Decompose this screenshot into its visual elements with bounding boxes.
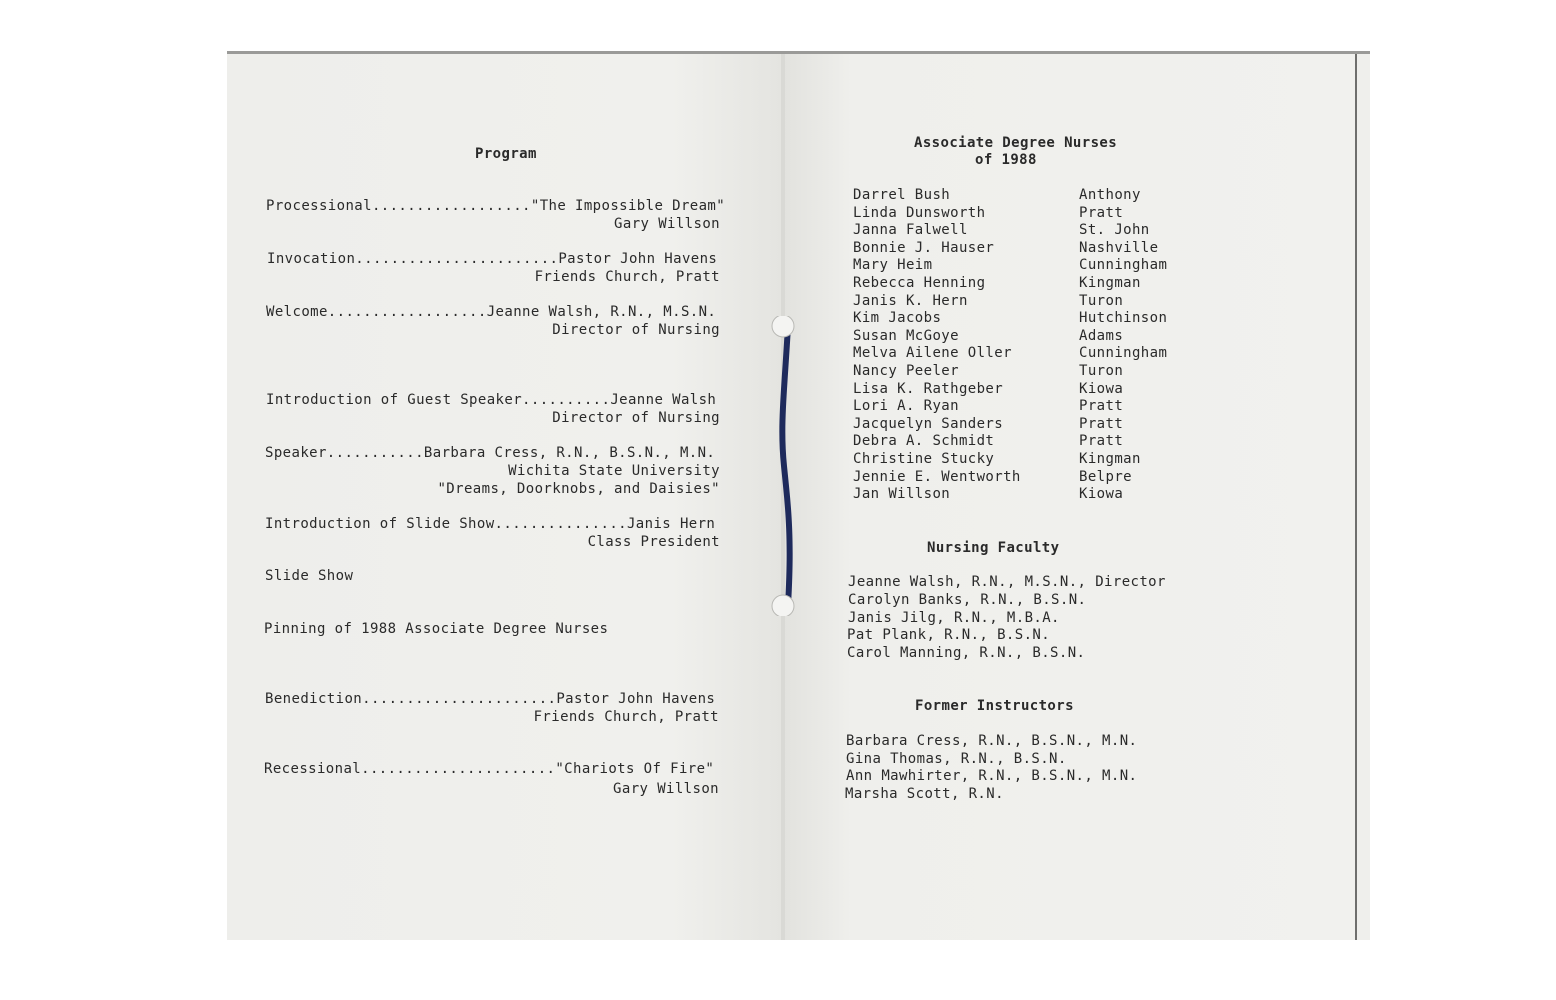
graduate-name: Lori A. Ryan xyxy=(853,398,959,415)
program-item-welcome: Welcome..................Jeanne Walsh, R.N., M.S.N. xyxy=(266,304,717,320)
former-instructors-title: Former Instructors xyxy=(915,698,1074,714)
graduate-town: Belpre xyxy=(1079,468,1132,485)
graduate-name: Susan McGoye xyxy=(853,327,959,344)
faculty-member: Carol Manning, R.N., B.S.N. xyxy=(847,645,1086,661)
graduate-town: Kingman xyxy=(1079,274,1141,291)
faculty-member: Pat Plank, R.N., B.S.N. xyxy=(847,627,1051,643)
graduate-town: Pratt xyxy=(1079,398,1124,415)
graduate-town: Hutchinson xyxy=(1079,310,1168,327)
faculty-member: Jeanne Walsh, R.N., M.S.N., Director xyxy=(848,574,1166,590)
program-item-intro-slideshow-detail: Class President xyxy=(587,534,720,550)
graduate-name: Jennie E. Wentworth xyxy=(853,468,1021,485)
graduate-name: Debra A. Schmidt xyxy=(853,433,995,450)
program-title: Program xyxy=(475,146,537,162)
graduate-town: Nashville xyxy=(1079,239,1159,256)
former-instructor: Gina Thomas, R.N., B.S.N. xyxy=(846,751,1067,767)
graduate-town: Turon xyxy=(1079,362,1124,379)
program-booklet xyxy=(227,51,1370,940)
program-item-welcome-detail: Director of Nursing xyxy=(552,322,720,338)
program-item-intro-slideshow: Introduction of Slide Show...............Janis Hern xyxy=(265,516,716,532)
former-instructor: Barbara Cress, R.N., B.S.N., M.N. xyxy=(846,733,1138,749)
program-item-intro-speaker: Introduction of Guest Speaker..........Jeanne Walsh xyxy=(266,392,717,408)
program-item-speaker-affiliation: Wichita State University xyxy=(508,463,720,479)
faculty-member: Carolyn Banks, R.N., B.S.N. xyxy=(848,592,1087,608)
graduate-name: Melva Ailene Oller xyxy=(853,345,1012,362)
graduate-town: St. John xyxy=(1079,222,1150,239)
graduate-town: Kingman xyxy=(1079,450,1141,467)
graduate-name: Jacquelyn Sanders xyxy=(853,415,1004,432)
program-item-slideshow: Slide Show xyxy=(265,568,354,584)
graduate-name: Janna Falwell xyxy=(853,222,968,239)
former-instructor: Ann Mawhirter, R.N., B.S.N., M.N. xyxy=(846,768,1138,784)
roster-page xyxy=(783,54,1357,940)
program-item-benediction: Benediction......................Pastor John Havens xyxy=(265,691,716,707)
faculty-title: Nursing Faculty xyxy=(927,540,1060,556)
program-item-pinning: Pinning of 1988 Associate Degree Nurses xyxy=(264,621,609,637)
program-item-processional-detail: Gary Willson xyxy=(614,216,720,232)
graduate-town: Anthony xyxy=(1079,187,1141,203)
graduate-name: Christine Stucky xyxy=(853,450,995,467)
graduate-town: Pratt xyxy=(1079,204,1124,221)
graduate-town: Kiowa xyxy=(1079,380,1124,397)
graduate-name: Mary Heim xyxy=(853,257,933,274)
graduates-title-year: of 1988 xyxy=(975,152,1037,168)
former-instructor: Marsha Scott, R.N. xyxy=(845,786,1004,802)
program-item-invocation-detail: Friends Church, Pratt xyxy=(534,269,720,285)
program-item-speaker: Speaker...........Barbara Cress, R.N., B.S.N., M.N. xyxy=(265,445,716,461)
program-item-recessional-detail: Gary Willson xyxy=(613,781,719,797)
program-item-invocation: Invocation.......................Pastor John Havens xyxy=(267,251,718,267)
program-item-processional: Processional.................."The Impossible Dream" xyxy=(266,198,726,214)
graduate-town: Adams xyxy=(1079,327,1124,344)
program-item-speaker-topic: "Dreams, Doorknobs, and Daisies" xyxy=(437,481,720,497)
graduates-title: Associate Degree Nurses xyxy=(914,135,1118,151)
binding-ribbon xyxy=(767,316,807,616)
graduate-name: Nancy Peeler xyxy=(853,362,959,379)
graduate-name: Bonnie J. Hauser xyxy=(853,239,995,256)
graduate-name: Rebecca Henning xyxy=(853,274,986,291)
graduate-town: Pratt xyxy=(1079,415,1124,432)
program-item-benediction-detail: Friends Church, Pratt xyxy=(533,709,719,725)
graduate-name: Darrel Bush xyxy=(853,187,951,203)
graduate-town: Turon xyxy=(1079,292,1124,309)
graduate-name: Kim Jacobs xyxy=(853,310,942,327)
graduate-name: Lisa K. Rathgeber xyxy=(853,380,1004,397)
graduate-town: Pratt xyxy=(1079,433,1124,450)
graduate-name: Linda Dunsworth xyxy=(853,204,986,221)
program-page xyxy=(227,54,783,940)
graduate-town: Cunningham xyxy=(1079,257,1168,274)
faculty-member: Janis Jilg, R.N., M.B.A. xyxy=(848,610,1060,626)
graduate-name: Janis K. Hern xyxy=(853,292,968,309)
program-item-recessional: Recessional......................"Chariots Of Fire" xyxy=(264,761,715,777)
graduate-town: Kiowa xyxy=(1079,486,1124,503)
graduate-name: Jan Willson xyxy=(853,486,951,503)
graduate-town: Cunningham xyxy=(1079,345,1168,362)
program-item-intro-speaker-detail: Director of Nursing xyxy=(552,410,720,426)
